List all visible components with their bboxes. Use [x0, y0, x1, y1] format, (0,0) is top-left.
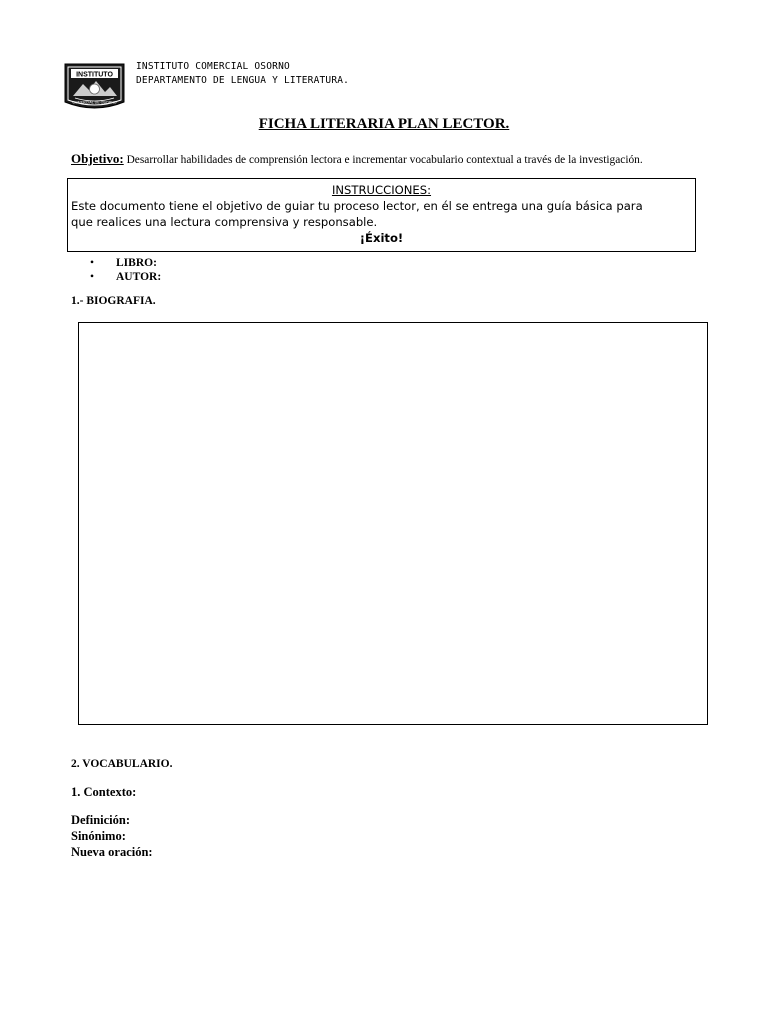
field-autor: • AUTOR:	[90, 270, 161, 284]
instructions-line-2: que realices una lectura comprensiva y responsable.	[71, 215, 378, 229]
section-biografia-heading: 1.- BIOGRAFIA.	[71, 295, 156, 307]
field-sinonimo: Sinónimo:	[71, 829, 126, 843]
instructions-line-1: Este documento tiene el objetivo de guiar tu proceso lector, en él se entrega una guía básica para	[71, 199, 643, 213]
instructions-heading: INSTRUCCIONES:	[331, 183, 432, 197]
field-definicion: Definición:	[71, 813, 131, 827]
svg-text:COMERCIAL DE OSORNO: COMERCIAL DE OSORNO	[72, 100, 117, 105]
objective-label: Objetivo:	[71, 151, 124, 166]
book-fields-list	[90, 256, 161, 284]
objective-text: Desarrollar habilidades de comprensión lectora e incrementar vocabulario contextual a través de la investigación.	[123, 154, 643, 166]
instructions-box	[67, 178, 696, 252]
document-title: FICHA LITERARIA PLAN LECTOR.	[258, 116, 510, 132]
institute-logo	[63, 62, 126, 114]
field-libro: • LIBRO:	[90, 256, 161, 270]
institution-name: INSTITUTO COMERCIAL OSORNO	[136, 61, 290, 72]
vocabulary-subfields	[71, 812, 153, 860]
biography-answer-box[interactable]	[78, 322, 708, 725]
instructions-closing: ¡Éxito!	[359, 231, 404, 245]
field-nueva-oracion: Nueva oración:	[71, 845, 153, 859]
section-vocabulario-heading: 2. VOCABULARIO.	[71, 758, 173, 770]
vocabulary-context-item: 1. Contexto:	[71, 785, 137, 799]
svg-text:INSTITUTO: INSTITUTO	[76, 71, 113, 79]
objective	[71, 151, 643, 167]
department-name: DEPARTAMENTO DE LENGUA Y LITERATURA.	[136, 75, 350, 86]
